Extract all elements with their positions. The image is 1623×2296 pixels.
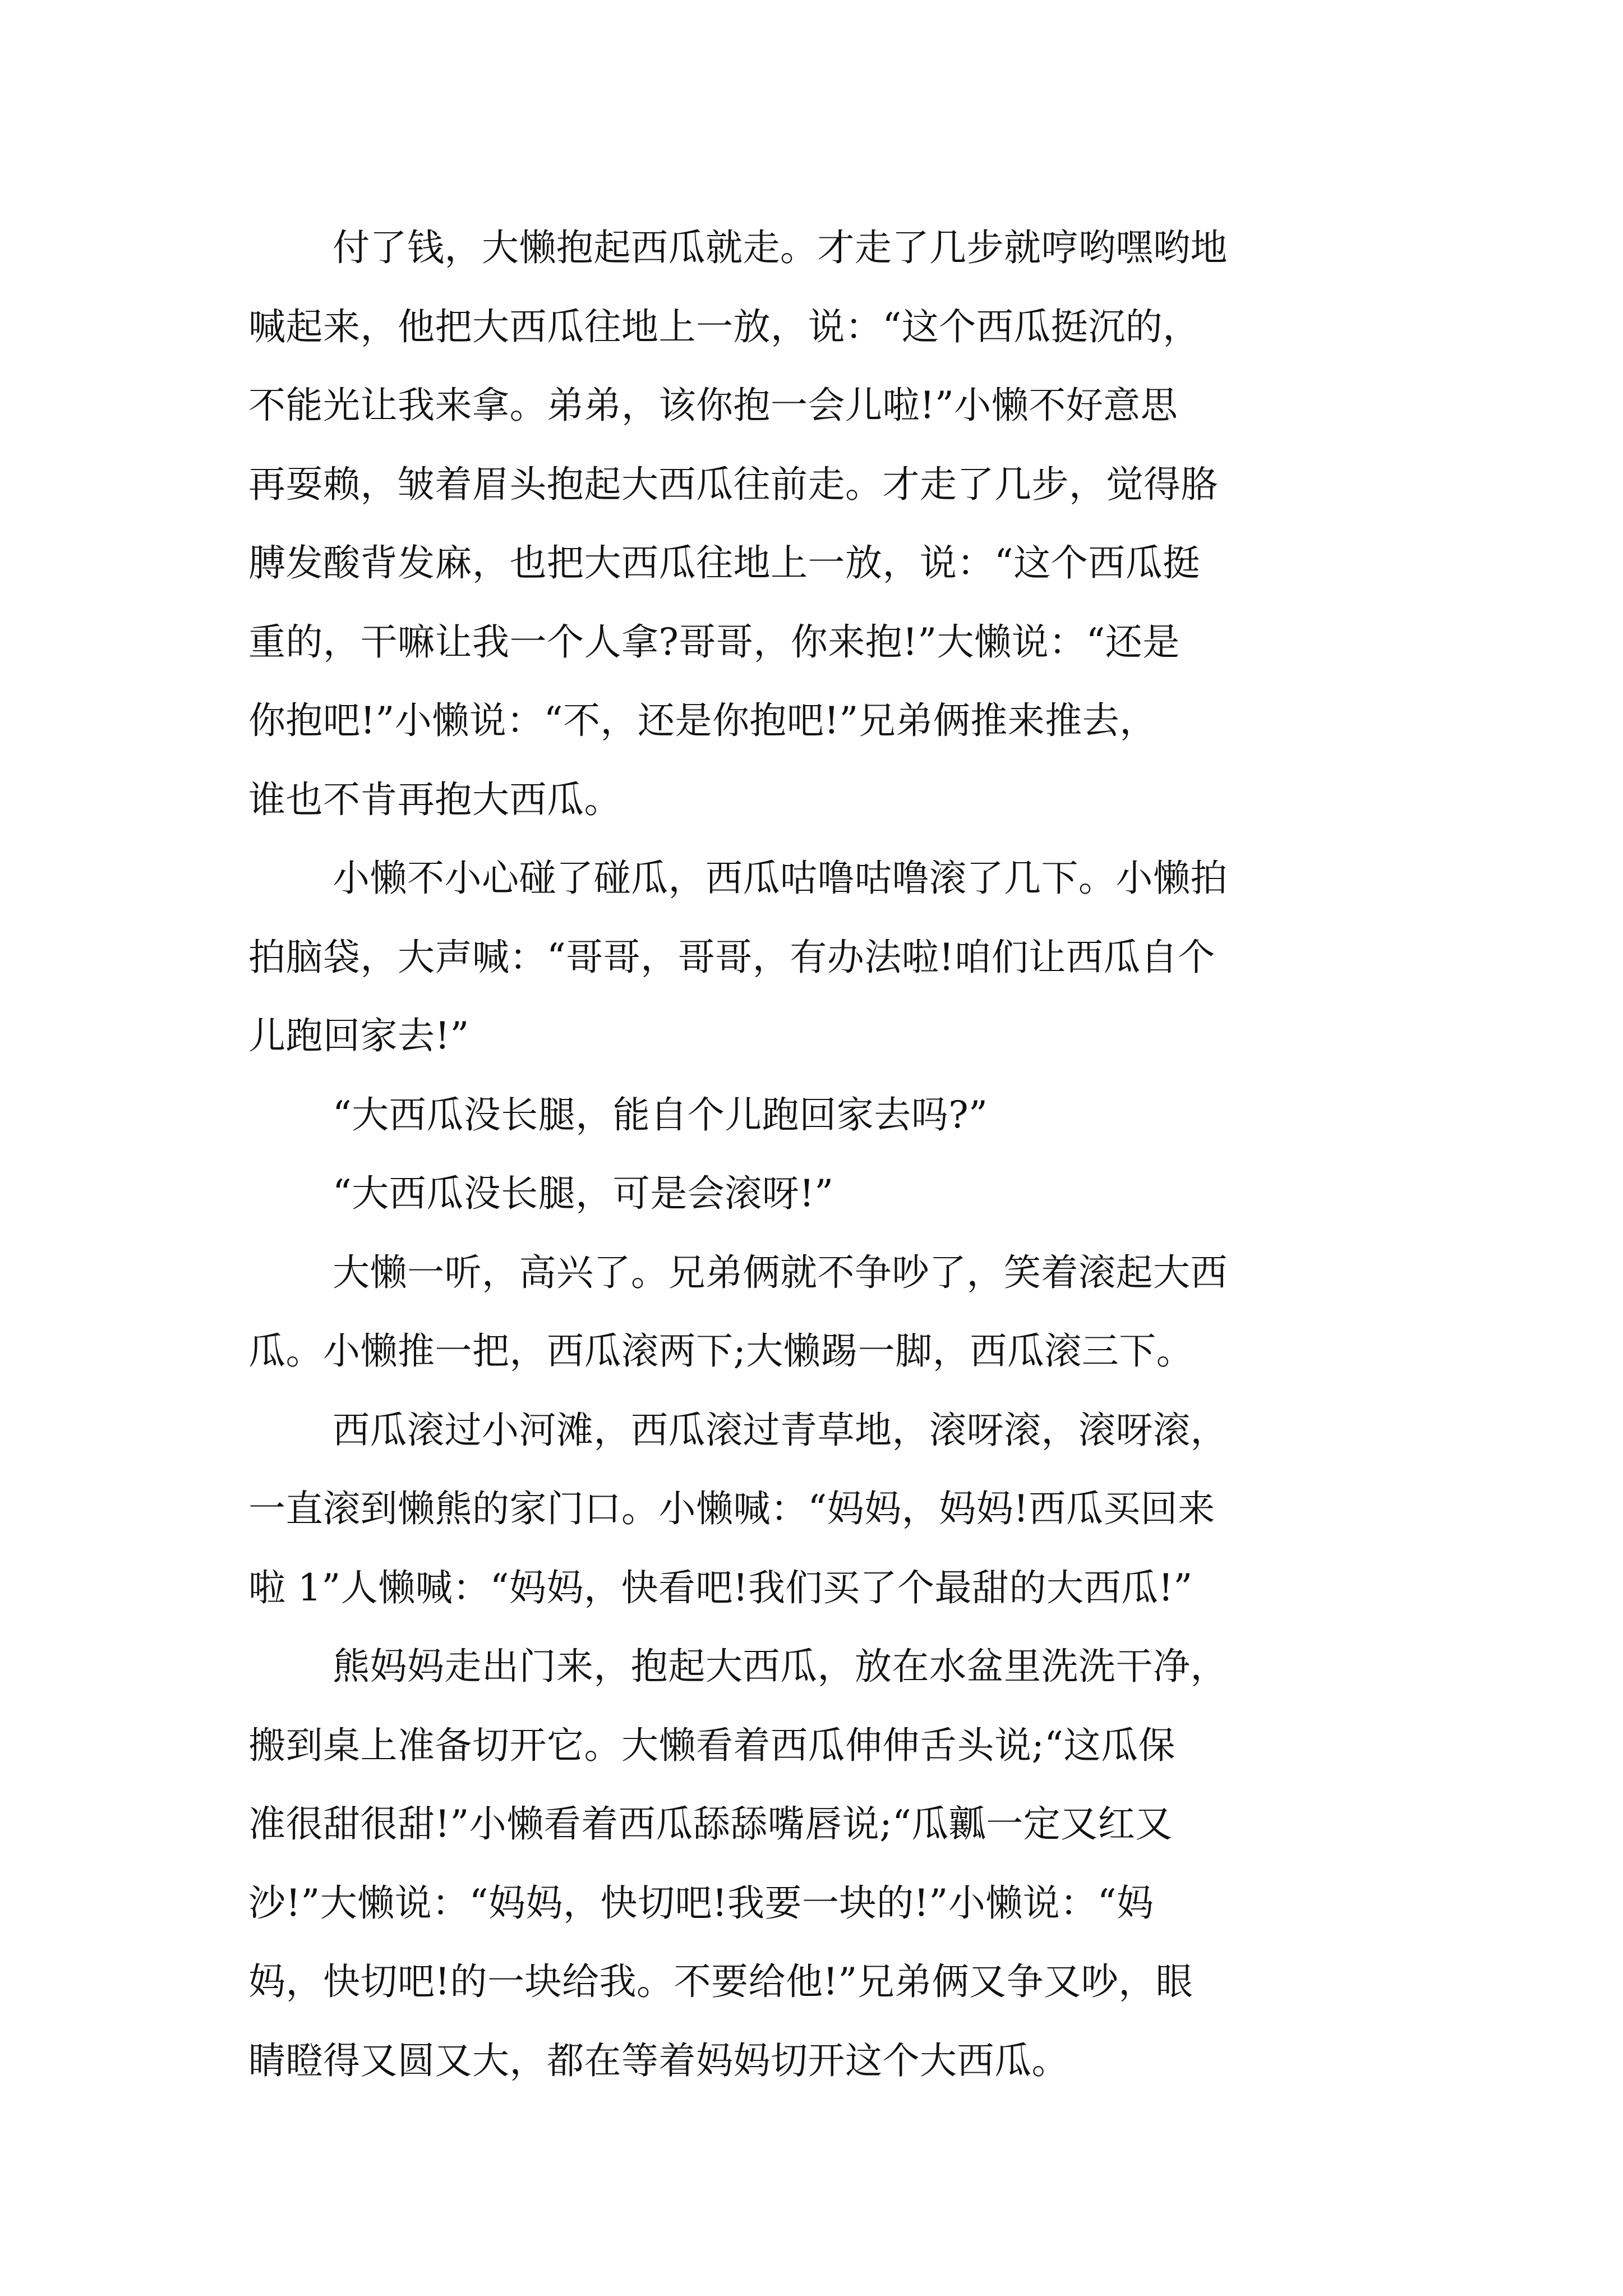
story-text [248,209,1398,2100]
text-line: 妈，快切吧!的一块给我。不要给他!”兄弟俩又争又吵，眼 [248,1960,1193,2003]
text-line: 再耍赖，皱着眉头抱起大西瓜往前走。才走了几步，觉得胳 [248,462,1218,506]
text-line: 大懒一听，高兴了。兄弟俩就不争吵了，笑着滚起大西 [333,1250,1228,1294]
text-line: “大西瓜没长腿，能自个儿跑回家去吗?” [333,1093,988,1137]
text-line: 膊发酸背发麻，也把大西瓜往地上一放，说：“这个西瓜挺 [248,541,1200,585]
text-line: 一直滚到懒熊的家门口。小懒喊：“妈妈，妈妈!西瓜买回来 [248,1487,1215,1530]
text-line: 小懒不小心碰了碰瓜，西瓜咕噜咕噜滚了几下。小懒拍 [333,857,1228,900]
text-line: 儿跑回家去!” [248,1014,469,1057]
text-line: 喊起来，他把大西瓜往地上一放，说：“这个西瓜挺沉的， [248,305,1200,348]
text-line: 熊妈妈走出门来，抱起大西瓜，放在水盆里洗洗干净， [333,1645,1228,1688]
text-line: 睛瞪得又圆又大，都在等着妈妈切开这个大西瓜。 [248,2039,1069,2082]
text-line: 重的，干嘛让我一个人拿?哥哥，你来抱!”大懒说：“还是 [248,620,1180,664]
text-line: 搬到桌上准备切开它。大懒看着西瓜伸伸舌头说;“这瓜保 [248,1723,1175,1767]
text-line: 付了钱，大懒抱起西瓜就走。才走了几步就哼哟嘿哟地 [333,226,1228,269]
text-line: 你抱吧!”小懒说：“不，还是你抱吧!”兄弟俩推来推去， [248,699,1157,742]
text-line: “大西瓜没长腿，可是会滚呀!” [333,1172,834,1215]
text-line: 谁也不肯再抱大西瓜。 [248,777,621,821]
text-line: 准很甜很甜!”小懒看着西瓜舔舔嘴唇说;“瓜瓤一定又红又 [248,1802,1173,1846]
text-line: 拍脑袋，大声喊：“哥哥，哥哥，有办法啦!咱们让西瓜自个 [248,935,1215,979]
text-line: 不能光让我来拿。弟弟，该你抱一会儿啦!”小懒不好意思 [248,384,1178,427]
text-line: 啦 1”人懒喊：“妈妈，快看吧!我们买了个最甜的大西瓜!” [248,1566,1193,1609]
text-line: 沙!”大懒说：“妈妈，快切吧!我要一块的!”小懒说：“妈 [248,1881,1154,1925]
text-line: 西瓜滚过小河滩，西瓜滚过青草地，滚呀滚，滚呀滚， [333,1408,1228,1452]
text-line: 瓜。小懒推一把，西瓜滚两下;大懒踢一脚，西瓜滚三下。 [248,1329,1194,1373]
